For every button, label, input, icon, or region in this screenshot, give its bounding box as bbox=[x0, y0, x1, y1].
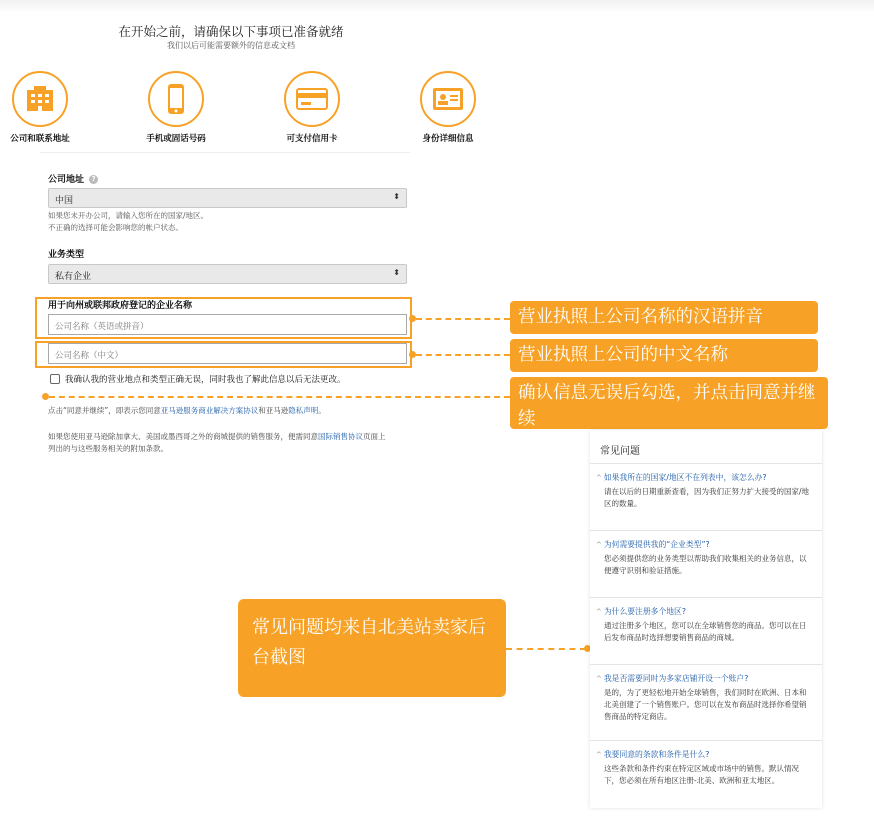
faq-item bbox=[590, 740, 822, 807]
confirm-checkbox[interactable] bbox=[50, 374, 60, 384]
phone-icon bbox=[148, 71, 204, 127]
business-type-label: 业务类型 bbox=[48, 250, 85, 260]
step-label: 可支付信用卡 bbox=[286, 134, 338, 144]
faq-question[interactable]: ^ 为什么要注册多个地区? bbox=[596, 607, 686, 616]
step-company-address bbox=[0, 71, 105, 144]
privacy-link[interactable]: 隐私声明 bbox=[288, 406, 319, 415]
connector-line bbox=[416, 318, 510, 320]
company-name-en-input[interactable]: 公司名称（英语或拼音） bbox=[48, 314, 407, 335]
connector-dot bbox=[409, 315, 416, 322]
agreement-text: 点击“同意并继续”，即表示您同意亚马逊服务商业解决方案协议和亚马逊隐私声明。 bbox=[48, 406, 326, 415]
faq-question[interactable]: ^ 如果我所在的国家/地区不在列表中，该怎么办? bbox=[596, 473, 767, 482]
faq-answer: 是的，为了更轻松地开始全球销售，我们同时在欧洲、日本和北美创建了一个销售账户。您可以在发布商品时选择你希望销售商品的特定商店。 bbox=[604, 688, 807, 721]
callout-pinyin: 营业执照上公司名称的汉语拼音 bbox=[510, 301, 818, 334]
step-label: 公司和联系地址 bbox=[10, 134, 70, 144]
faq-item bbox=[590, 664, 822, 740]
building-icon bbox=[12, 71, 68, 127]
callout-faq-source: 常见问题均来自北美站卖家后台截图 bbox=[238, 599, 506, 697]
company-address-select[interactable]: 中国 ⬍ bbox=[48, 188, 407, 208]
connector-dot bbox=[42, 393, 49, 400]
help-icon[interactable]: ? bbox=[89, 175, 98, 184]
caret-up-icon: ^ bbox=[596, 474, 602, 482]
callout-chinese-name: 营业执照上公司的中文名称 bbox=[510, 339, 818, 372]
step-label: 身份详细信息 bbox=[422, 134, 474, 144]
caret-up-icon: ^ bbox=[596, 541, 602, 549]
address-help-2: 不正确的选择可能会影响您的帐户状态。 bbox=[48, 223, 183, 232]
faq-question[interactable]: ^ 我是否需要同时为多家店铺开设一个账户? bbox=[596, 674, 749, 683]
caret-up-icon: ^ bbox=[596, 751, 602, 759]
connector-line bbox=[416, 354, 510, 356]
business-type-select[interactable]: 私有企业 ⬍ bbox=[48, 264, 407, 284]
step-phone bbox=[111, 71, 241, 144]
credit-card-icon bbox=[284, 71, 340, 127]
faq-item bbox=[590, 463, 822, 530]
select-arrow-icon: ⬍ bbox=[393, 268, 400, 277]
faq-item bbox=[590, 597, 822, 664]
step-label: 手机或固话号码 bbox=[146, 134, 206, 144]
faq-panel bbox=[590, 430, 822, 808]
faq-question[interactable]: ^ 为何需要提供我的“企业类型”? bbox=[596, 540, 710, 549]
faq-item bbox=[590, 530, 822, 597]
connector-dot bbox=[409, 351, 416, 358]
connector-line bbox=[49, 396, 510, 398]
faq-answer: 通过注册多个地区，您可以在全球销售您的商品。您可以在日后发布商品时选择想要销售商品的商城。 bbox=[604, 621, 807, 642]
page-subtitle: 我们以后可能需要额外的信息或文档 bbox=[167, 41, 295, 50]
company-name-cn-input[interactable]: 公司名称（中文） bbox=[48, 343, 407, 364]
company-address-label: 公司地址 ? bbox=[48, 172, 98, 185]
company-name-label: 用于向州或联邦政府登记的企业名称 bbox=[48, 301, 193, 311]
faq-question[interactable]: ^ 我要同意的条款和条件是什么? bbox=[596, 750, 710, 759]
faq-answer: 请在以后的日期重新查看，因为我们正努力扩大接受的国家/地区的数量。 bbox=[604, 487, 810, 508]
caret-up-icon: ^ bbox=[596, 608, 602, 616]
callout-confirm: 确认信息无误后勾选，并点击同意并继续 bbox=[510, 377, 828, 429]
divider bbox=[40, 152, 410, 153]
faq-title: 常见问题 bbox=[600, 446, 640, 457]
intl-paragraph-line1: 如果您使用亚马逊除加拿大、美国或墨西哥之外的商城提供的销售服务，便需同意国际销售协议页面上 bbox=[48, 432, 386, 441]
caret-up-icon: ^ bbox=[596, 675, 602, 683]
address-help-1: 如果您未开办公司，请输入您所在的国家/地区。 bbox=[48, 211, 209, 220]
intl-agreement-link[interactable]: 国际销售协议 bbox=[318, 432, 363, 441]
step-credit-card bbox=[247, 71, 377, 144]
page-title: 在开始之前，请确保以下事项已准备就绪 bbox=[118, 24, 344, 39]
connector-line bbox=[506, 648, 586, 650]
confirm-text: 我确认我的营业地点和类型正确无误，同时我也了解此信息以后无法更改。 bbox=[65, 375, 346, 385]
faq-answer: 这些条款和条件约束在特定区域或市场中的销售。默认情况下，您必须在所有地区注册-北美、欧洲和亚太地区。 bbox=[604, 764, 799, 785]
intl-paragraph-line2: 列出的与这些服务相关的附加条款。 bbox=[48, 444, 168, 453]
select-arrow-icon: ⬍ bbox=[393, 192, 400, 201]
id-card-icon bbox=[420, 71, 476, 127]
top-shade bbox=[0, 0, 874, 14]
bsa-link[interactable]: 亚马逊服务商业解决方案协议 bbox=[160, 406, 259, 415]
step-identity bbox=[383, 71, 513, 144]
faq-answer: 您必须提供您的业务类型以帮助我们收集相关的业务信息，以便遵守识别和验证措施。 bbox=[604, 554, 807, 575]
